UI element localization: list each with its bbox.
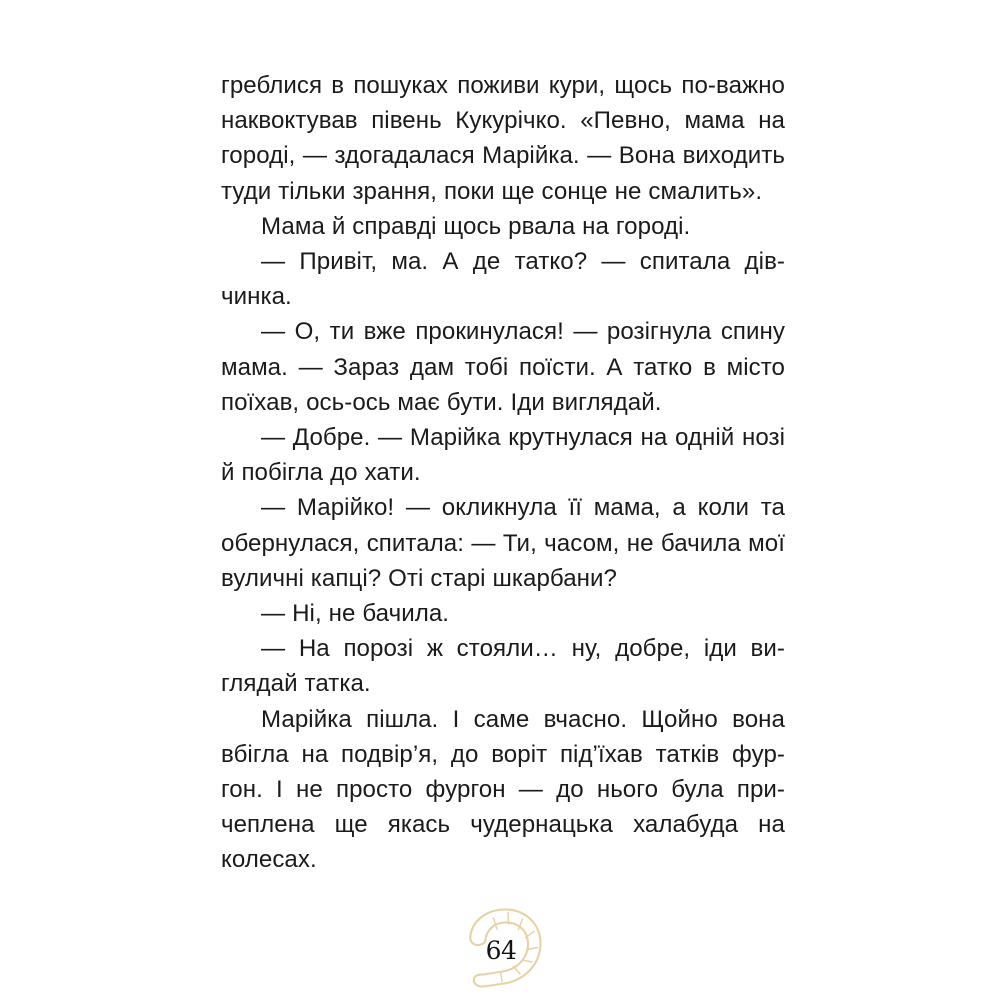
paragraph: — О, ти вже прокинулася! — розігнула спину мама. — Зараз дам тобі поїсти. А татко в місто поїхав, ось-ось має бути. Іди виглядай.: [221, 318, 785, 416]
page-folio: [450, 898, 560, 998]
paragraph: греблися в пошуках поживи кури, щось по-важно наквоктував півень Кукурічко. «Певно, мама на городі, — здогадалася Марійка. — Вона виходить туди тільки зрання, поки ще сонце не смалить».: [221, 72, 785, 205]
paragraph: Марійка пішла. І саме вчасно. Щойно вона вбігла на подвір’я, до воріт під’їхав татків фур-гон. І не просто фургон — до нього була при-чеплена ще якась чудернацька халабуда на колесах.: [221, 705, 785, 874]
paragraph: Мама й справді щось рвала на городі.: [261, 212, 691, 240]
paragraph: — Привіт, ма. А де татко? — спитала дів-чинка.: [221, 248, 785, 311]
paragraph: — Ні, не бачила.: [261, 600, 450, 628]
paragraph: — Марійко! — окликнула її мама, а коли та обернулася, спитала: — Ти, часом, не бачила мої вуличні капці? Оті старі шкарбани?: [221, 494, 785, 592]
page-number: 64: [485, 935, 517, 965]
paragraph: — На порозі ж стояли… ну, добре, іди ви-глядай татка.: [221, 635, 785, 698]
body-text-block: [221, 68, 785, 878]
paragraph: — Добре. — Марійка крутнулася на одній нозі й побігла до хати.: [221, 424, 785, 487]
